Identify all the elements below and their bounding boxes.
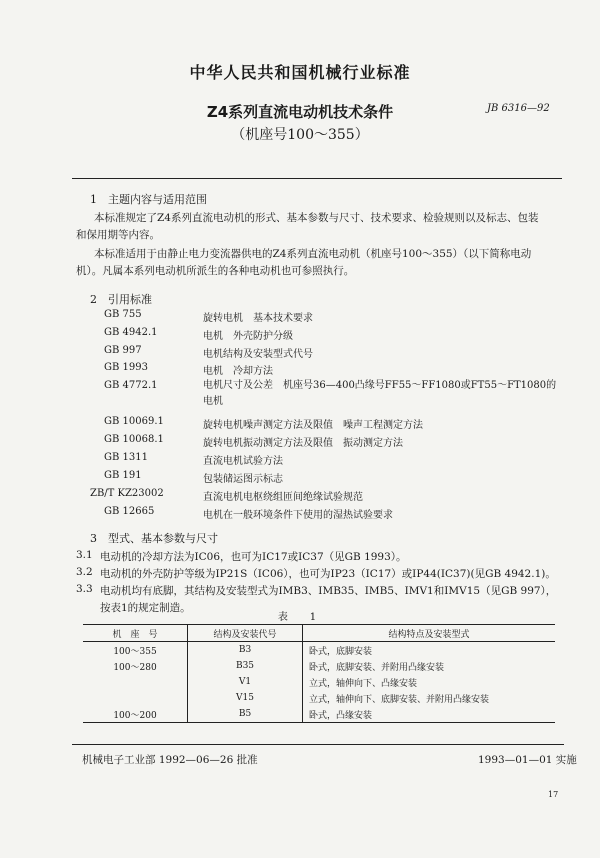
table-row: [83, 706, 555, 723]
ref-title: 电机结构及安装型式代号: [203, 349, 313, 360]
clause-number: 3.2: [76, 566, 93, 578]
footer-divider: [72, 744, 564, 745]
ref-title: 旋转电机 基本技术要求: [203, 313, 313, 324]
table-cell: V15: [188, 690, 303, 706]
ref-code: GB 4942.1: [104, 327, 158, 338]
table-cell: 100～355: [113, 646, 157, 657]
table-row: [83, 658, 555, 674]
column-header: 结构及安装代号: [188, 625, 303, 642]
ref-code: GB 4772.1: [104, 380, 158, 391]
ref-title: 旋转电机振动测定方法及限值 振动测定方法: [203, 438, 403, 449]
ref-title: 电机尺寸及公差 机座号36—400凸缘号FF55～FF1080或FT55～FT1080的电机: [203, 380, 557, 407]
ref-title: 电机 外壳防护分级: [203, 331, 293, 342]
table-cell: 立式，轴伸向下、底脚安装、并附用凸缘安装: [303, 690, 556, 706]
clause-text: 电动机的冷却方法为IC06，也可为IC17或IC37（见GB 1993）。: [100, 551, 407, 563]
table-cell: 卧式，底脚安装: [303, 642, 556, 659]
table-header-row: [83, 625, 555, 642]
table-cell: B5: [188, 706, 303, 723]
clause-text: 电动机均有底脚，其结构及安装型式为IMB3、IMB35、IMB5、IMV1和IMV15（见GB 997），按表1的规定制造。: [100, 585, 557, 614]
table-cell: V1: [188, 674, 303, 690]
document-title: Z4系列直流电动机技术条件: [206, 103, 394, 121]
table-cell: 立式，轴伸向下、凸缘安装: [303, 674, 556, 690]
table-1: [83, 624, 555, 723]
section-2-heading: 2 引用标准: [90, 293, 152, 306]
approval-date: 机械电子工业部 1992—06—26 批准: [82, 754, 258, 766]
clause-number: 3.3: [76, 583, 93, 595]
table-row: [83, 642, 555, 659]
section-1-paragraph-1: 本标准规定了Z4系列直流电动机的形式、基本参数与尺寸、技术要求、检验规则以及标志、包装和保用期等内容。: [76, 212, 539, 241]
header-divider: [72, 178, 562, 179]
clause-text: 电动机的外壳防护等级为IP21S（IC06），也可为IP23（IC17）或IP44(IC37)(见GB 4942.1)。: [100, 568, 556, 580]
ref-code: GB 10068.1: [104, 434, 164, 445]
industry-standard-heading: 中华人民共和国机械行业标准: [189, 63, 411, 82]
ref-code: GB 191: [104, 470, 142, 481]
ref-title: 电机 冷却方法: [203, 366, 273, 377]
ref-code: ZB/T KZ23002: [90, 488, 164, 499]
implementation-date: 1993—01—01 实施: [478, 754, 577, 766]
section-1-heading: 1 主题内容与适用范围: [90, 193, 207, 206]
standard-number: JB 6316—92: [487, 103, 550, 114]
section-3-heading: 3 型式、基本参数与尺寸: [90, 532, 218, 545]
ref-code: GB 997: [104, 345, 142, 356]
ref-title: 旋转电机噪声测定方法及限值 噪声工程测定方法: [203, 420, 423, 431]
table-cell: [83, 674, 188, 690]
ref-code: GB 1993: [104, 362, 148, 373]
table-cell: 100～280: [113, 662, 157, 673]
ref-title: 电机在一般环境条件下使用的湿热试验要求: [203, 510, 393, 521]
ref-title: 包装储运图示标志: [203, 474, 283, 485]
table-cell: 100～200: [83, 706, 188, 723]
ref-code: GB 10069.1: [104, 416, 164, 427]
clause-number: 3.1: [76, 549, 93, 561]
ref-code: GB 12665: [104, 506, 155, 517]
table-cell: B3: [188, 642, 303, 659]
table-row: [83, 674, 555, 690]
table-cell: B35: [188, 658, 303, 674]
table-row: [83, 690, 555, 706]
table-cell: [83, 690, 188, 706]
document-subtitle: （机座号100～355）: [231, 127, 369, 143]
table-caption: 表 1: [277, 612, 323, 623]
ref-title: 直流电机电枢绕组匝间绝缘试验规范: [203, 492, 363, 503]
section-1-paragraph-2: 本标准适用于由静止电力变流器供电的Z4系列直流电动机（机座号100～355）（以下简称电动机）。凡属本系列电动机所派生的各种电动机也可参照执行。: [76, 248, 532, 277]
column-header: 结构特点及安装型式: [303, 625, 556, 642]
ref-title: 直流电机试验方法: [203, 456, 283, 467]
table-cell: 卧式，底脚安装、并附用凸缘安装: [303, 658, 556, 674]
ref-code: GB 1311: [104, 452, 148, 463]
page-number: 17: [548, 790, 559, 799]
table-cell: 卧式，凸缘安装: [303, 706, 556, 723]
column-header: 机 座 号: [83, 625, 188, 642]
ref-code: GB 755: [104, 309, 142, 320]
